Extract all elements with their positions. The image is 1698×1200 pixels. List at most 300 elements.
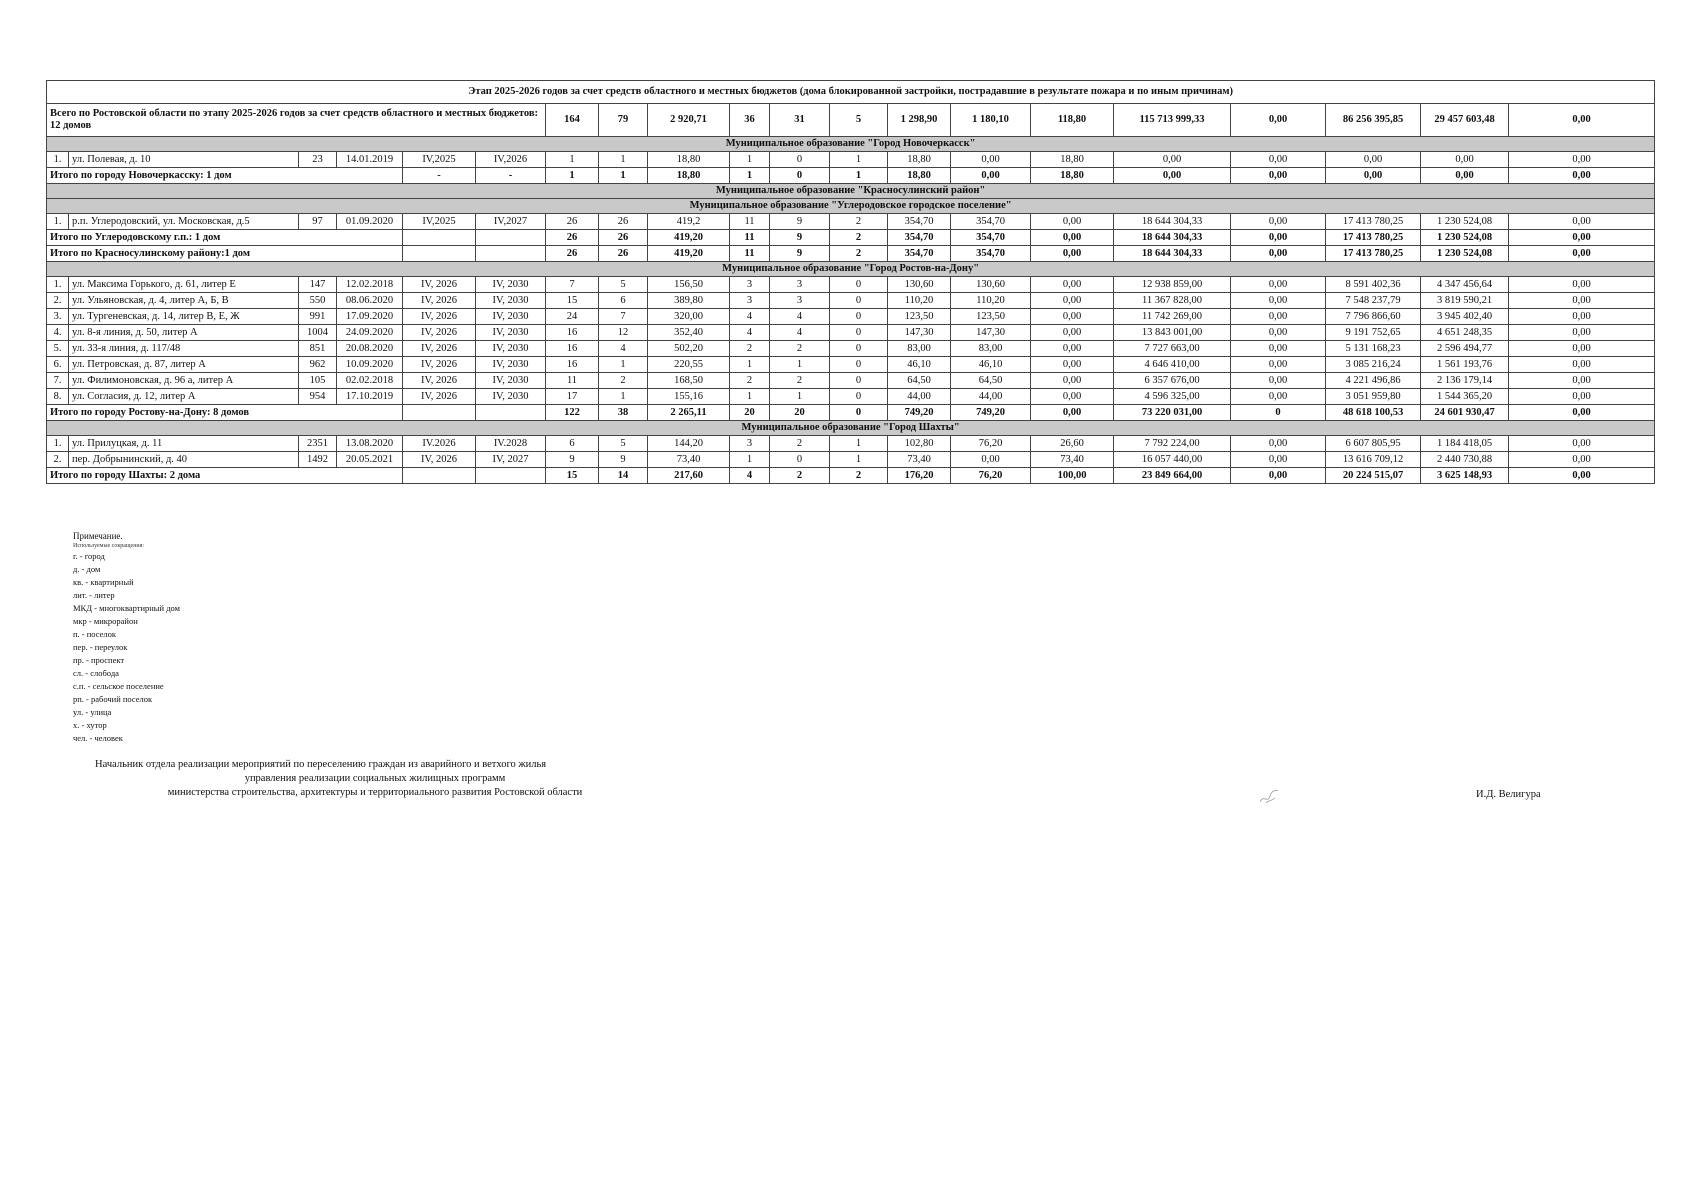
- house-value: 2: [730, 373, 770, 389]
- house-value: 26: [599, 214, 648, 230]
- planned-end-quarter: IV, 2027: [476, 452, 546, 468]
- house-value: 0,00: [1031, 214, 1114, 230]
- document-date: 10.09.2020: [337, 357, 403, 373]
- row-number: 1.: [47, 214, 69, 230]
- subtotal-end-quarter: -: [476, 168, 546, 184]
- house-value: 13 616 709,12: [1326, 452, 1421, 468]
- abbreviation-item: п. - поселок: [73, 629, 117, 639]
- housing-resettlement-table: [46, 80, 1655, 484]
- house-value: 0,00: [1114, 152, 1231, 168]
- stage-title: Этап 2025-2026 годов за счет средств областного и местных бюджетов (дома блокированной застройки, пострадавшие в результате пожара и по иным причинам): [47, 81, 1655, 104]
- subtotal-end-quarter: [476, 230, 546, 246]
- subtotal-value: 1: [730, 168, 770, 184]
- house-value: 0: [830, 341, 888, 357]
- subtotal-row: [47, 230, 1655, 246]
- house-value: 3 051 959,80: [1326, 389, 1421, 405]
- subtotal-value: 0,00: [1231, 168, 1326, 184]
- house-value: 17: [546, 389, 599, 405]
- planned-end-quarter: IV,2027: [476, 214, 546, 230]
- house-value: 0,00: [1509, 277, 1655, 293]
- subtotal-value: 24 601 930,47: [1421, 405, 1509, 421]
- planned-end-quarter: IV,2026: [476, 152, 546, 168]
- grand-total-value: 29 457 603,48: [1421, 104, 1509, 137]
- subtotal-value: 9: [770, 230, 830, 246]
- house-value: 26,60: [1031, 436, 1114, 452]
- house-value: 0,00: [1509, 373, 1655, 389]
- house-value: 130,60: [951, 277, 1031, 293]
- house-value: 26: [546, 214, 599, 230]
- house-row: [47, 214, 1655, 230]
- house-value: 1: [599, 152, 648, 168]
- subtotal-value: 26: [599, 230, 648, 246]
- subtotal-value: 354,70: [951, 230, 1031, 246]
- house-value: 0,00: [1231, 341, 1326, 357]
- planned-end-quarter: IV, 2030: [476, 293, 546, 309]
- planned-start-quarter: IV, 2026: [403, 293, 476, 309]
- house-row: [47, 373, 1655, 389]
- house-value: 83,00: [888, 341, 951, 357]
- house-value: 0,00: [1509, 309, 1655, 325]
- house-address: ул. Полевая, д. 10: [69, 152, 299, 168]
- house-value: 3 945 402,40: [1421, 309, 1509, 325]
- house-value: 0: [830, 309, 888, 325]
- planned-start-quarter: IV, 2026: [403, 357, 476, 373]
- notes-title: Примечание.: [73, 531, 123, 541]
- subtotal-value: 122: [546, 405, 599, 421]
- house-value: 0,00: [1509, 357, 1655, 373]
- house-value: 0,00: [1326, 152, 1421, 168]
- house-value: 12: [599, 325, 648, 341]
- house-value: 9: [599, 452, 648, 468]
- grand-total-value: 5: [830, 104, 888, 137]
- grand-total-value: 0,00: [1231, 104, 1326, 137]
- house-value: 123,50: [888, 309, 951, 325]
- subtotal-value: 0: [1231, 405, 1326, 421]
- subtotal-value: 1: [830, 168, 888, 184]
- planned-start-quarter: IV, 2026: [403, 309, 476, 325]
- subtotal-value: 0,00: [1509, 230, 1655, 246]
- subtotal-value: 2: [830, 230, 888, 246]
- document-number: 1004: [299, 325, 337, 341]
- house-value: 13 843 001,00: [1114, 325, 1231, 341]
- abbreviation-item: пер. - переулок: [73, 642, 128, 652]
- house-value: 5: [599, 277, 648, 293]
- house-address: ул. Филимоновская, д. 96 а, литер А: [69, 373, 299, 389]
- house-value: 352,40: [648, 325, 730, 341]
- house-value: 3: [770, 293, 830, 309]
- house-address: р.п. Углеродовский, ул. Московская, д.5: [69, 214, 299, 230]
- grand-total-value: 0,00: [1509, 104, 1655, 137]
- subtotal-value: 26: [599, 246, 648, 262]
- document-number: 962: [299, 357, 337, 373]
- document-date: 20.05.2021: [337, 452, 403, 468]
- subtotal-value: 4: [730, 468, 770, 484]
- subtotal-value: 38: [599, 405, 648, 421]
- row-number: 5.: [47, 341, 69, 357]
- house-value: 1: [770, 357, 830, 373]
- municipality-name: Муниципальное образование "Углеродовское городское поселение": [47, 199, 1655, 214]
- house-value: 1 184 418,05: [1421, 436, 1509, 452]
- house-value: 17 413 780,25: [1326, 214, 1421, 230]
- house-value: 0,00: [1031, 325, 1114, 341]
- house-value: 44,00: [951, 389, 1031, 405]
- house-value: 64,50: [951, 373, 1031, 389]
- house-value: 4: [730, 325, 770, 341]
- grand-total-value: 1 180,10: [951, 104, 1031, 137]
- subtotal-row: [47, 405, 1655, 421]
- document-number: 550: [299, 293, 337, 309]
- house-value: 2: [599, 373, 648, 389]
- house-value: 0,00: [1031, 341, 1114, 357]
- house-value: 4 347 456,64: [1421, 277, 1509, 293]
- house-value: 9: [770, 214, 830, 230]
- planned-start-quarter: IV.2026: [403, 436, 476, 452]
- subtotal-label: Итого по городу Шахты: 2 дома: [47, 468, 403, 484]
- house-value: 0,00: [1509, 436, 1655, 452]
- house-value: 73,40: [888, 452, 951, 468]
- subtotal-value: 20 224 515,07: [1326, 468, 1421, 484]
- planned-end-quarter: IV, 2030: [476, 277, 546, 293]
- subtotal-value: 354,70: [888, 230, 951, 246]
- house-value: 220,55: [648, 357, 730, 373]
- house-value: 18 644 304,33: [1114, 214, 1231, 230]
- subtotal-value: 0: [830, 405, 888, 421]
- subtotal-value: 11: [730, 246, 770, 262]
- house-row: [47, 325, 1655, 341]
- subtotal-value: 0,00: [1326, 168, 1421, 184]
- house-value: 2 440 730,88: [1421, 452, 1509, 468]
- house-value: 0,00: [1509, 152, 1655, 168]
- house-address: ул. Ульяновская, д. 4, литер А, Б, В: [69, 293, 299, 309]
- signature-block: [95, 758, 655, 800]
- house-value: 0,00: [1231, 452, 1326, 468]
- house-value: 46,10: [888, 357, 951, 373]
- house-value: 0: [770, 152, 830, 168]
- subtotal-value: 20: [770, 405, 830, 421]
- house-value: 0,00: [1031, 373, 1114, 389]
- document-number: 851: [299, 341, 337, 357]
- house-value: 0,00: [1231, 152, 1326, 168]
- house-value: 0,00: [1509, 325, 1655, 341]
- house-value: 1: [730, 357, 770, 373]
- abbreviation-item: рп. - рабочий поселок: [73, 694, 153, 704]
- house-value: 147,30: [888, 325, 951, 341]
- planned-start-quarter: IV, 2026: [403, 452, 476, 468]
- subtotal-start-quarter: [403, 230, 476, 246]
- house-value: 7: [546, 277, 599, 293]
- house-value: 11: [546, 373, 599, 389]
- house-row: [47, 357, 1655, 373]
- house-value: 4 221 496,86: [1326, 373, 1421, 389]
- document-number: 2351: [299, 436, 337, 452]
- house-value: 0: [830, 389, 888, 405]
- house-value: 0,00: [1509, 293, 1655, 309]
- planned-start-quarter: IV,2025: [403, 214, 476, 230]
- house-value: 2 136 179,14: [1421, 373, 1509, 389]
- grand-total-value: 79: [599, 104, 648, 137]
- house-value: 0,00: [1231, 373, 1326, 389]
- document-date: 12.02.2018: [337, 277, 403, 293]
- house-value: 0: [770, 452, 830, 468]
- house-value: 24: [546, 309, 599, 325]
- house-value: 12 938 859,00: [1114, 277, 1231, 293]
- subtotal-value: 0,00: [1421, 168, 1509, 184]
- grand-total-value: 2 920,71: [648, 104, 730, 137]
- row-number: 7.: [47, 373, 69, 389]
- house-value: 5: [599, 436, 648, 452]
- house-value: 7 548 237,79: [1326, 293, 1421, 309]
- subtotal-value: 26: [546, 246, 599, 262]
- notes-block: [73, 530, 180, 745]
- abbreviation-item: чел. - человек: [73, 733, 123, 743]
- subtotal-label: Итого по городу Новочеркасску: 1 дом: [47, 168, 403, 184]
- subtotal-value: 217,60: [648, 468, 730, 484]
- subtotal-value: 48 618 100,53: [1326, 405, 1421, 421]
- abbreviation-item: сл. - слобода: [73, 668, 119, 678]
- house-row: [47, 389, 1655, 405]
- house-value: 18,80: [648, 152, 730, 168]
- house-value: 6: [599, 293, 648, 309]
- municipality-header-row: [47, 421, 1655, 436]
- subtotal-value: 18,80: [888, 168, 951, 184]
- row-number: 1.: [47, 277, 69, 293]
- house-value: 3: [730, 277, 770, 293]
- document-date: 01.09.2020: [337, 214, 403, 230]
- abbreviation-item: г. - город: [73, 551, 105, 561]
- house-value: 3: [730, 293, 770, 309]
- subtotal-value: 15: [546, 468, 599, 484]
- subtotal-value: 3 625 148,93: [1421, 468, 1509, 484]
- report-table-container: [46, 80, 1654, 484]
- house-value: 1 230 524,08: [1421, 214, 1509, 230]
- house-value: 64,50: [888, 373, 951, 389]
- subtotal-value: 2: [830, 468, 888, 484]
- house-row: [47, 277, 1655, 293]
- planned-start-quarter: IV, 2026: [403, 277, 476, 293]
- house-value: 9: [546, 452, 599, 468]
- signer-position-line2: управления реализации социальных жилищных программ: [244, 773, 506, 784]
- abbreviations-list: [73, 550, 180, 745]
- signer-position-line1: Начальник отдела реализации мероприятий по переселению граждан из аварийного и ветхого жилья: [95, 759, 547, 770]
- house-row: [47, 436, 1655, 452]
- grand-total-value: 1 298,90: [888, 104, 951, 137]
- subtotal-value: 11: [730, 230, 770, 246]
- house-value: 7 727 663,00: [1114, 341, 1231, 357]
- house-value: 2: [830, 214, 888, 230]
- house-value: 419,2: [648, 214, 730, 230]
- municipality-name: Муниципальное образование "Город Шахты": [47, 421, 1655, 436]
- house-value: 0,00: [1509, 214, 1655, 230]
- house-value: 18,80: [888, 152, 951, 168]
- abbreviation-item: ул. - улица: [73, 707, 112, 717]
- house-value: 123,50: [951, 309, 1031, 325]
- stage-header-row: [47, 81, 1655, 104]
- house-value: 2 596 494,77: [1421, 341, 1509, 357]
- house-value: 0: [830, 357, 888, 373]
- house-value: 0,00: [1031, 389, 1114, 405]
- house-value: 1: [730, 389, 770, 405]
- subtotal-value: 749,20: [951, 405, 1031, 421]
- abbreviation-item: лит. - литер: [73, 590, 115, 600]
- house-value: 6 357 676,00: [1114, 373, 1231, 389]
- subtotal-value: 1 230 524,08: [1421, 230, 1509, 246]
- house-value: 4: [730, 309, 770, 325]
- abbreviation-item: с.п. - сельское поселение: [73, 681, 164, 691]
- handwritten-signature-mark: [1258, 788, 1280, 806]
- grand-total-row: [47, 104, 1655, 137]
- document-number: 23: [299, 152, 337, 168]
- house-value: 0,00: [1231, 214, 1326, 230]
- document-number: 97: [299, 214, 337, 230]
- house-row: [47, 293, 1655, 309]
- house-address: пер. Добрынинский, д. 40: [69, 452, 299, 468]
- municipality-header-row: [47, 184, 1655, 199]
- subtotal-row: [47, 246, 1655, 262]
- subtotal-value: 0: [770, 168, 830, 184]
- subtotal-value: 9: [770, 246, 830, 262]
- row-number: 6.: [47, 357, 69, 373]
- abbreviation-item: д. - дом: [73, 564, 101, 574]
- house-value: 0,00: [1231, 325, 1326, 341]
- subtotal-value: 1 230 524,08: [1421, 246, 1509, 262]
- subtotal-value: 18 644 304,33: [1114, 246, 1231, 262]
- house-value: 354,70: [951, 214, 1031, 230]
- house-value: 130,60: [888, 277, 951, 293]
- house-row: [47, 309, 1655, 325]
- document-date: 02.02.2018: [337, 373, 403, 389]
- house-value: 144,20: [648, 436, 730, 452]
- house-value: 1 561 193,76: [1421, 357, 1509, 373]
- house-value: 155,16: [648, 389, 730, 405]
- house-value: 1: [730, 152, 770, 168]
- subtotal-value: 0,00: [1509, 405, 1655, 421]
- house-value: 4: [599, 341, 648, 357]
- subtotal-value: 176,20: [888, 468, 951, 484]
- subtotal-value: 0,00: [1231, 246, 1326, 262]
- abbreviation-item: пр. - проспект: [73, 655, 125, 665]
- subtotal-value: 14: [599, 468, 648, 484]
- house-address: ул. Согласия, д. 12, литер А: [69, 389, 299, 405]
- row-number: 3.: [47, 309, 69, 325]
- planned-start-quarter: IV, 2026: [403, 389, 476, 405]
- house-value: 73,40: [1031, 452, 1114, 468]
- subtotal-value: 76,20: [951, 468, 1031, 484]
- house-value: 102,80: [888, 436, 951, 452]
- house-value: 1: [830, 452, 888, 468]
- house-value: 7 792 224,00: [1114, 436, 1231, 452]
- house-value: 0,00: [1031, 309, 1114, 325]
- house-value: 1: [599, 389, 648, 405]
- house-value: 6: [546, 436, 599, 452]
- subtotal-value: 0,00: [1509, 246, 1655, 262]
- house-value: 168,50: [648, 373, 730, 389]
- house-value: 2: [730, 341, 770, 357]
- subtotal-value: 73 220 031,00: [1114, 405, 1231, 421]
- house-value: 0,00: [1231, 309, 1326, 325]
- house-value: 76,20: [951, 436, 1031, 452]
- document-date: 13.08.2020: [337, 436, 403, 452]
- notes-subtitle: Используемые сокращения:: [73, 543, 145, 549]
- house-value: 110,20: [951, 293, 1031, 309]
- grand-total-value: 118,80: [1031, 104, 1114, 137]
- document-number: 1492: [299, 452, 337, 468]
- house-row: [47, 341, 1655, 357]
- house-value: 18,80: [1031, 152, 1114, 168]
- house-value: 0: [830, 325, 888, 341]
- house-address: ул. Прилуцкая, д. 11: [69, 436, 299, 452]
- planned-end-quarter: IV, 2030: [476, 309, 546, 325]
- document-date: 24.09.2020: [337, 325, 403, 341]
- house-value: 156,50: [648, 277, 730, 293]
- subtotal-value: 354,70: [888, 246, 951, 262]
- house-value: 2: [770, 436, 830, 452]
- planned-end-quarter: IV.2028: [476, 436, 546, 452]
- planned-start-quarter: IV, 2026: [403, 325, 476, 341]
- grand-total-value: 164: [546, 104, 599, 137]
- house-value: 3: [770, 277, 830, 293]
- house-value: 3 085 216,24: [1326, 357, 1421, 373]
- house-value: 0: [830, 277, 888, 293]
- planned-start-quarter: IV, 2026: [403, 373, 476, 389]
- grand-total-value: 86 256 395,85: [1326, 104, 1421, 137]
- house-address: ул. Тургеневская, д. 14, литер В, Е, Ж: [69, 309, 299, 325]
- subtotal-value: 2: [830, 246, 888, 262]
- subtotal-value: 18,80: [648, 168, 730, 184]
- planned-end-quarter: IV, 2030: [476, 341, 546, 357]
- row-number: 1.: [47, 436, 69, 452]
- document-date: 17.09.2020: [337, 309, 403, 325]
- subtotal-start-quarter: [403, 468, 476, 484]
- subtotal-value: 0,00: [951, 168, 1031, 184]
- house-value: 4 646 410,00: [1114, 357, 1231, 373]
- house-value: 16: [546, 341, 599, 357]
- municipality-header-row: [47, 199, 1655, 214]
- subtotal-label: Итого по Углеродовскому г.п.: 1 дом: [47, 230, 403, 246]
- house-value: 0,00: [1421, 152, 1509, 168]
- house-value: 1: [770, 389, 830, 405]
- subtotal-end-quarter: [476, 405, 546, 421]
- planned-start-quarter: IV, 2026: [403, 341, 476, 357]
- subtotal-value: 749,20: [888, 405, 951, 421]
- house-address: ул. 33-я линия, д. 117/48: [69, 341, 299, 357]
- subtotal-value: 0,00: [1509, 468, 1655, 484]
- house-value: 0,00: [1031, 357, 1114, 373]
- house-value: 0,00: [1231, 293, 1326, 309]
- municipality-name: Муниципальное образование "Город Ростов-на-Дону": [47, 262, 1655, 277]
- house-value: 0,00: [1031, 277, 1114, 293]
- house-value: 110,20: [888, 293, 951, 309]
- document-number: 147: [299, 277, 337, 293]
- subtotal-value: 2 265,11: [648, 405, 730, 421]
- grand-total-value: 31: [770, 104, 830, 137]
- subtotal-start-quarter: -: [403, 168, 476, 184]
- grand-total-value: 115 713 999,33: [1114, 104, 1231, 137]
- row-number: 8.: [47, 389, 69, 405]
- house-value: 147,30: [951, 325, 1031, 341]
- row-number: 2.: [47, 293, 69, 309]
- house-value: 11: [730, 214, 770, 230]
- house-value: 2: [770, 373, 830, 389]
- subtotal-start-quarter: [403, 246, 476, 262]
- abbreviation-item: МКД - многоквартирный дом: [73, 603, 180, 613]
- grand-total-label: Всего по Ростовской области по этапу 2025-2026 годов за счет средств областного и местных бюджетов: 12 домов: [47, 104, 546, 137]
- document-date: 14.01.2019: [337, 152, 403, 168]
- abbreviation-item: х. - хутор: [73, 720, 107, 730]
- house-value: 11 742 269,00: [1114, 309, 1231, 325]
- house-value: 1: [730, 452, 770, 468]
- house-value: 0,00: [1231, 277, 1326, 293]
- house-value: 9 191 752,65: [1326, 325, 1421, 341]
